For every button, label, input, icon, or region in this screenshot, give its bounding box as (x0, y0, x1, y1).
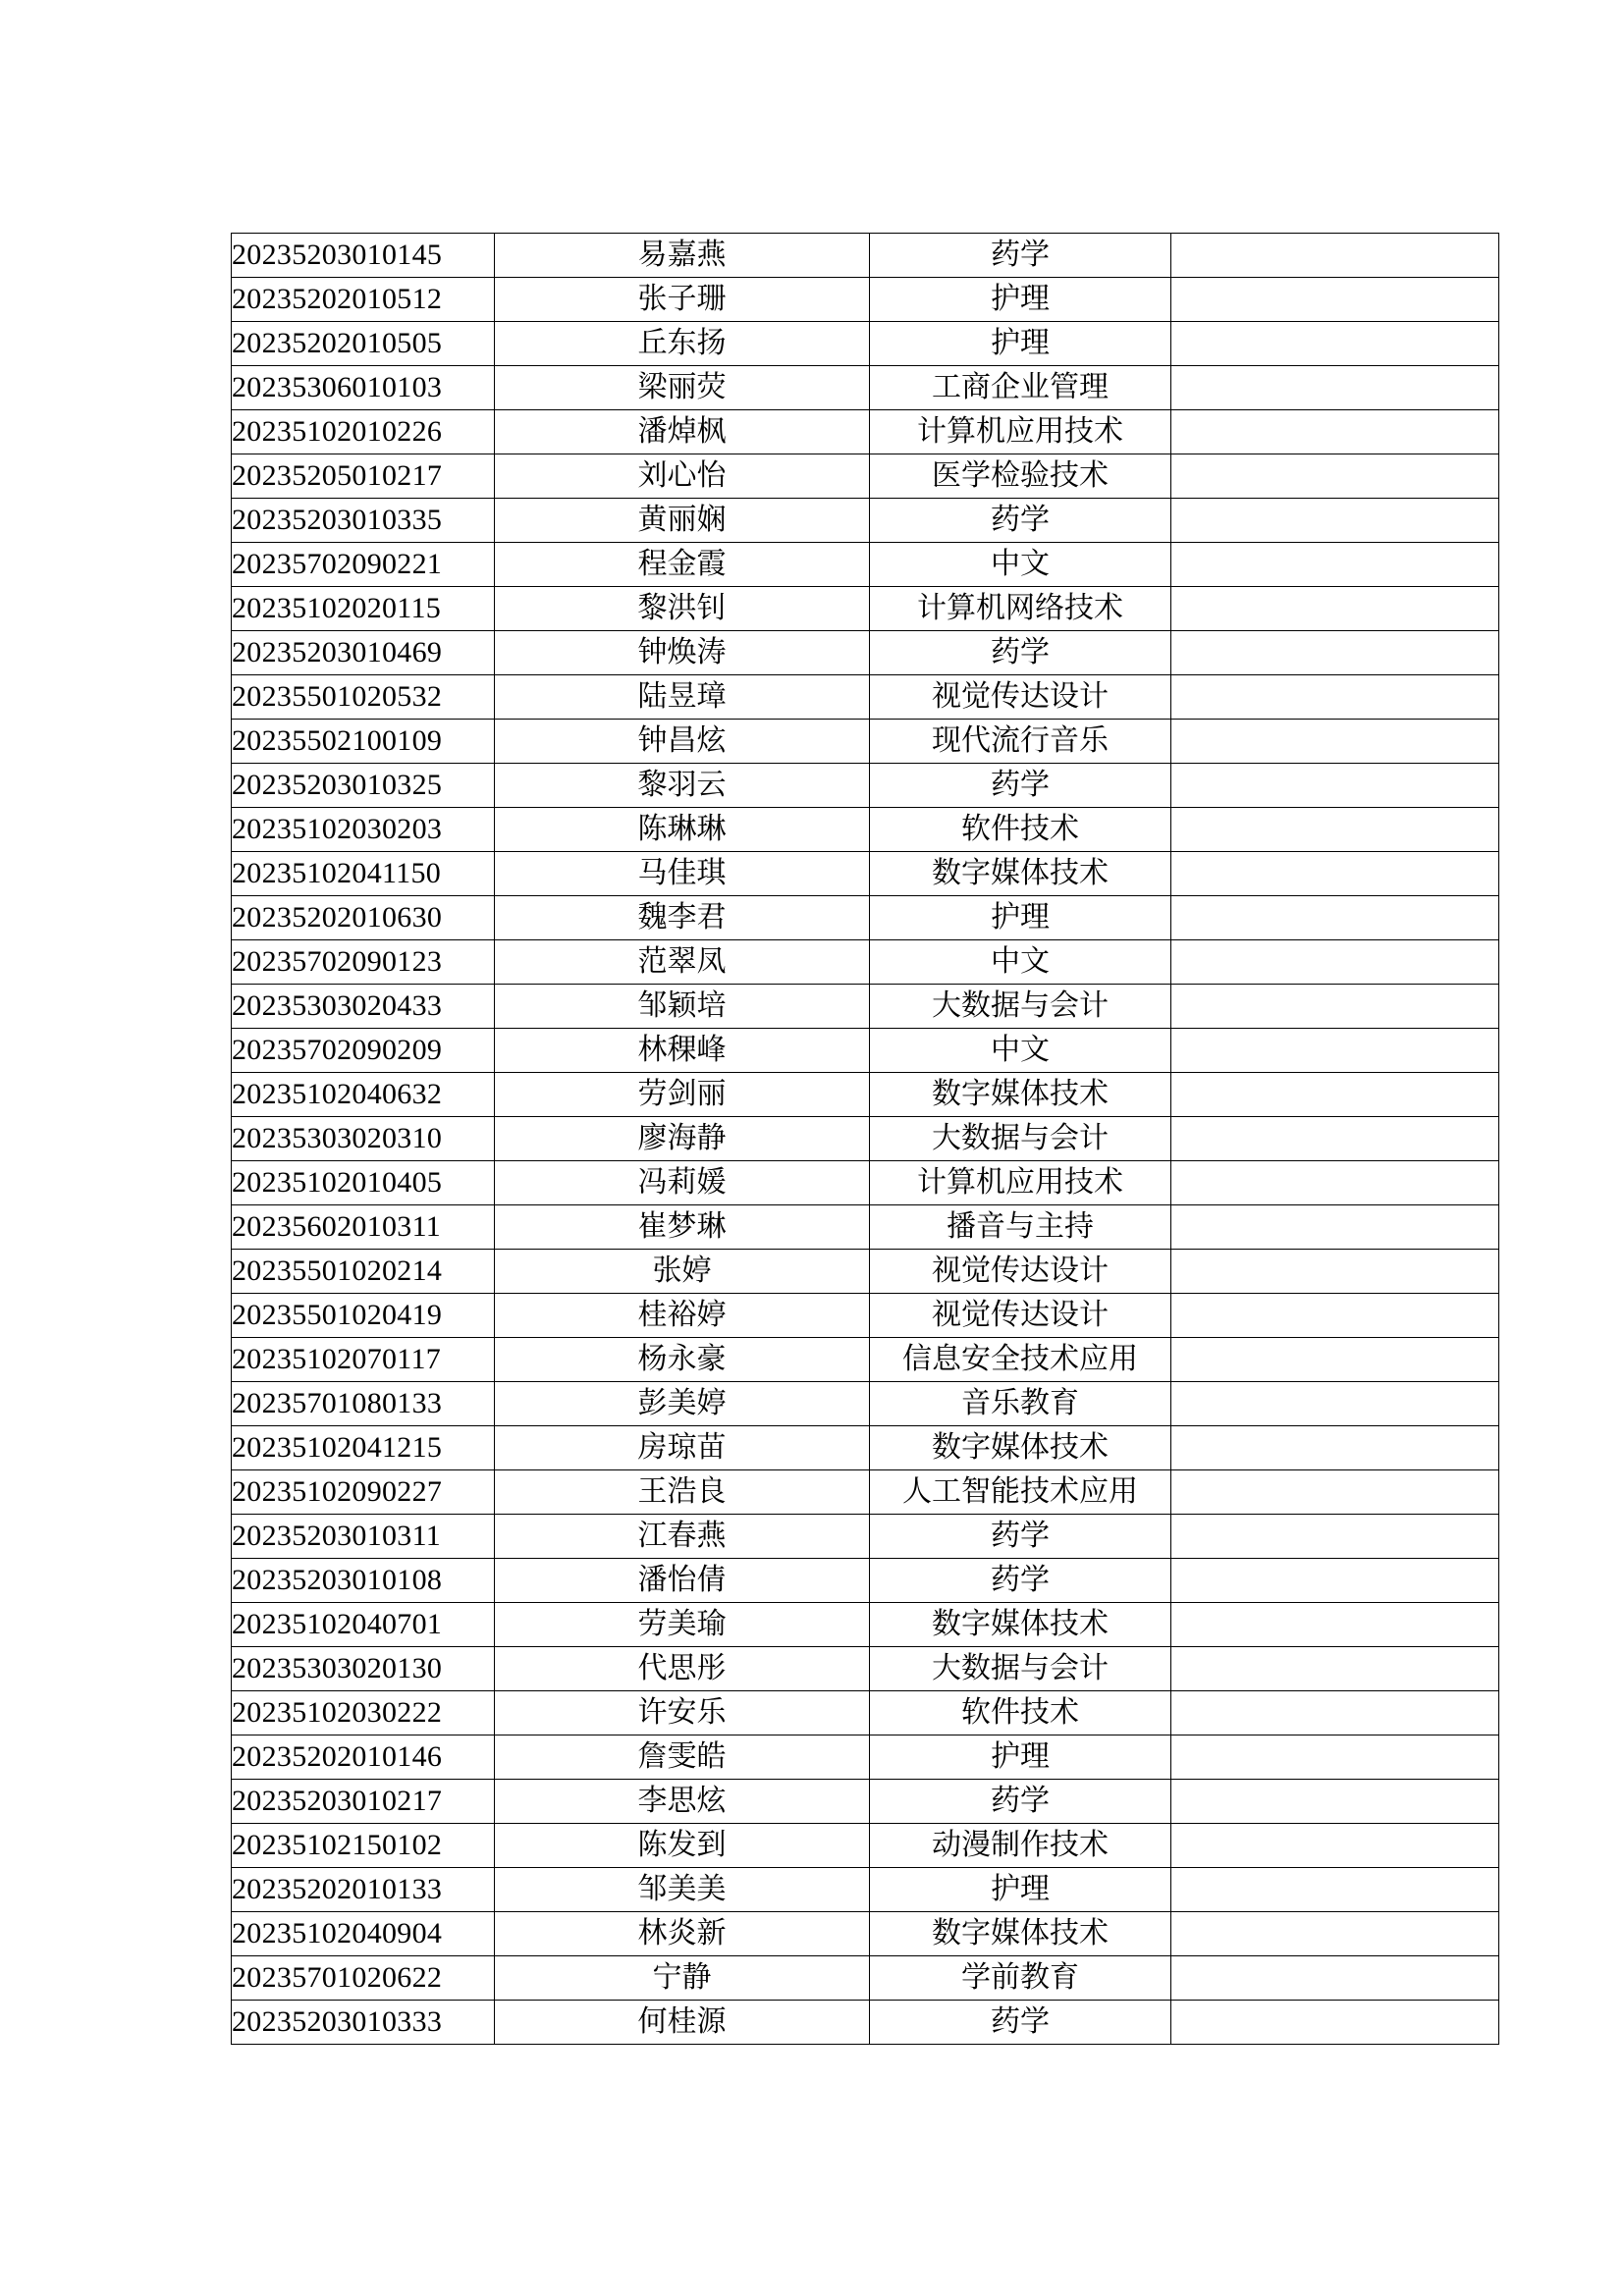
remark-cell (1171, 852, 1499, 896)
student-name-cell: 崔梦琳 (495, 1205, 870, 1250)
table-row (232, 543, 1499, 587)
remark-cell (1171, 1691, 1499, 1735)
table-row (232, 2001, 1499, 2045)
remark-cell (1171, 1250, 1499, 1294)
remark-cell (1171, 1559, 1499, 1603)
major-cell: 中文 (870, 1029, 1171, 1073)
remark-cell (1171, 234, 1499, 278)
major-cell: 动漫制作技术 (870, 1824, 1171, 1868)
table-row (232, 1161, 1499, 1205)
student-name-cell: 黄丽娴 (495, 499, 870, 543)
remark-cell (1171, 1117, 1499, 1161)
major-cell: 药学 (870, 1559, 1171, 1603)
major-cell: 数字媒体技术 (870, 1073, 1171, 1117)
major-cell: 医学检验技术 (870, 454, 1171, 499)
table-row (232, 1029, 1499, 1073)
student-id-cell: 20235102041150 (232, 852, 495, 896)
student-id-cell: 20235203010325 (232, 764, 495, 808)
major-cell: 药学 (870, 2001, 1171, 2045)
remark-cell (1171, 985, 1499, 1029)
student-id-cell: 20235502100109 (232, 720, 495, 764)
student-id-cell: 20235306010103 (232, 366, 495, 410)
student-name-cell: 王浩良 (495, 1470, 870, 1515)
student-name-cell: 冯莉媛 (495, 1161, 870, 1205)
student-name-cell: 杨永豪 (495, 1338, 870, 1382)
student-name-cell: 张子珊 (495, 278, 870, 322)
student-name-cell: 易嘉燕 (495, 234, 870, 278)
student-roster-table (231, 233, 1499, 2045)
major-cell: 工商企业管理 (870, 366, 1171, 410)
table-row (232, 1470, 1499, 1515)
major-cell: 中文 (870, 940, 1171, 985)
major-cell: 数字媒体技术 (870, 1426, 1171, 1470)
remark-cell (1171, 1426, 1499, 1470)
major-cell: 视觉传达设计 (870, 1250, 1171, 1294)
student-id-cell: 20235102010226 (232, 410, 495, 454)
major-cell: 数字媒体技术 (870, 852, 1171, 896)
student-name-cell: 潘焯枫 (495, 410, 870, 454)
student-id-cell: 20235203010469 (232, 631, 495, 675)
student-id-cell: 20235702090123 (232, 940, 495, 985)
remark-cell (1171, 1647, 1499, 1691)
remark-cell (1171, 896, 1499, 940)
student-id-cell: 20235203010335 (232, 499, 495, 543)
table-row (232, 940, 1499, 985)
student-name-cell: 林炎新 (495, 1912, 870, 1956)
student-name-cell: 黎羽云 (495, 764, 870, 808)
student-name-cell: 马佳琪 (495, 852, 870, 896)
major-cell: 护理 (870, 1735, 1171, 1780)
student-id-cell: 20235202010505 (232, 322, 495, 366)
major-cell: 药学 (870, 1780, 1171, 1824)
student-name-cell: 房琼苗 (495, 1426, 870, 1470)
remark-cell (1171, 808, 1499, 852)
student-name-cell: 林稞峰 (495, 1029, 870, 1073)
student-name-cell: 邹美美 (495, 1868, 870, 1912)
student-id-cell: 20235202010133 (232, 1868, 495, 1912)
table-row (232, 1205, 1499, 1250)
table-row (232, 278, 1499, 322)
remark-cell (1171, 499, 1499, 543)
student-id-cell: 20235501020419 (232, 1294, 495, 1338)
remark-cell (1171, 1735, 1499, 1780)
remark-cell (1171, 675, 1499, 720)
table-row (232, 1912, 1499, 1956)
remark-cell (1171, 1205, 1499, 1250)
remark-cell (1171, 322, 1499, 366)
student-id-cell: 20235303020130 (232, 1647, 495, 1691)
remark-cell (1171, 1824, 1499, 1868)
student-name-cell: 劳剑丽 (495, 1073, 870, 1117)
student-name-cell: 宁静 (495, 1956, 870, 2001)
table-row (232, 1691, 1499, 1735)
student-name-cell: 陆昱璋 (495, 675, 870, 720)
table-row (232, 1868, 1499, 1912)
table-row (232, 631, 1499, 675)
student-id-cell: 20235102010405 (232, 1161, 495, 1205)
student-id-cell: 20235102150102 (232, 1824, 495, 1868)
student-id-cell: 20235203010311 (232, 1515, 495, 1559)
remark-cell (1171, 366, 1499, 410)
remark-cell (1171, 1073, 1499, 1117)
student-id-cell: 20235602010311 (232, 1205, 495, 1250)
major-cell: 现代流行音乐 (870, 720, 1171, 764)
remark-cell (1171, 1029, 1499, 1073)
remark-cell (1171, 1294, 1499, 1338)
major-cell: 护理 (870, 278, 1171, 322)
remark-cell (1171, 631, 1499, 675)
table-row (232, 1647, 1499, 1691)
remark-cell (1171, 1161, 1499, 1205)
student-name-cell: 彭美婷 (495, 1382, 870, 1426)
student-name-cell: 范翠凤 (495, 940, 870, 985)
remark-cell (1171, 1956, 1499, 2001)
major-cell: 药学 (870, 1515, 1171, 1559)
table-row (232, 587, 1499, 631)
major-cell: 软件技术 (870, 808, 1171, 852)
table-row (232, 1382, 1499, 1426)
student-id-cell: 20235102070117 (232, 1338, 495, 1382)
student-name-cell: 张婷 (495, 1250, 870, 1294)
student-id-cell: 20235102041215 (232, 1426, 495, 1470)
table-row (232, 499, 1499, 543)
student-name-cell: 桂裕婷 (495, 1294, 870, 1338)
student-id-cell: 20235102090227 (232, 1470, 495, 1515)
major-cell: 药学 (870, 764, 1171, 808)
student-name-cell: 许安乐 (495, 1691, 870, 1735)
major-cell: 护理 (870, 1868, 1171, 1912)
student-name-cell: 何桂源 (495, 2001, 870, 2045)
student-id-cell: 20235501020214 (232, 1250, 495, 1294)
table-row (232, 1294, 1499, 1338)
table-row (232, 985, 1499, 1029)
student-id-cell: 20235501020532 (232, 675, 495, 720)
student-id-cell: 20235203010108 (232, 1559, 495, 1603)
major-cell: 大数据与会计 (870, 1117, 1171, 1161)
student-id-cell: 20235702090209 (232, 1029, 495, 1073)
table-row (232, 1073, 1499, 1117)
student-id-cell: 20235102040701 (232, 1603, 495, 1647)
table-row (232, 896, 1499, 940)
table-row (232, 1735, 1499, 1780)
student-name-cell: 詹雯皓 (495, 1735, 870, 1780)
major-cell: 护理 (870, 896, 1171, 940)
student-name-cell: 丘东扬 (495, 322, 870, 366)
major-cell: 软件技术 (870, 1691, 1171, 1735)
major-cell: 大数据与会计 (870, 985, 1171, 1029)
student-name-cell: 钟昌炫 (495, 720, 870, 764)
major-cell: 视觉传达设计 (870, 1294, 1171, 1338)
student-name-cell: 钟焕涛 (495, 631, 870, 675)
student-name-cell: 廖海静 (495, 1117, 870, 1161)
table-row (232, 1956, 1499, 2001)
student-id-cell: 20235303020310 (232, 1117, 495, 1161)
student-id-cell: 20235202010512 (232, 278, 495, 322)
major-cell: 药学 (870, 631, 1171, 675)
major-cell: 人工智能技术应用 (870, 1470, 1171, 1515)
table-row (232, 1515, 1499, 1559)
roster-table-body (232, 234, 1499, 2045)
table-row (232, 764, 1499, 808)
table-row (232, 366, 1499, 410)
major-cell: 数字媒体技术 (870, 1912, 1171, 1956)
remark-cell (1171, 278, 1499, 322)
student-id-cell: 20235205010217 (232, 454, 495, 499)
table-row (232, 720, 1499, 764)
table-row (232, 1780, 1499, 1824)
student-id-cell: 20235102030222 (232, 1691, 495, 1735)
student-id-cell: 20235102040632 (232, 1073, 495, 1117)
student-id-cell: 20235202010630 (232, 896, 495, 940)
student-id-cell: 20235102030203 (232, 808, 495, 852)
table-row (232, 808, 1499, 852)
major-cell: 数字媒体技术 (870, 1603, 1171, 1647)
student-name-cell: 陈发到 (495, 1824, 870, 1868)
student-name-cell: 李思炫 (495, 1780, 870, 1824)
table-row (232, 1426, 1499, 1470)
student-id-cell: 20235203010333 (232, 2001, 495, 2045)
student-name-cell: 黎洪钊 (495, 587, 870, 631)
student-name-cell: 代思彤 (495, 1647, 870, 1691)
student-name-cell: 邹颖培 (495, 985, 870, 1029)
student-id-cell: 20235102040904 (232, 1912, 495, 1956)
major-cell: 计算机应用技术 (870, 1161, 1171, 1205)
major-cell: 计算机网络技术 (870, 587, 1171, 631)
major-cell: 视觉传达设计 (870, 675, 1171, 720)
student-name-cell: 江春燕 (495, 1515, 870, 1559)
table-row (232, 322, 1499, 366)
major-cell: 护理 (870, 322, 1171, 366)
major-cell: 音乐教育 (870, 1382, 1171, 1426)
remark-cell (1171, 1912, 1499, 1956)
remark-cell (1171, 2001, 1499, 2045)
student-id-cell: 20235203010217 (232, 1780, 495, 1824)
student-name-cell: 潘怡倩 (495, 1559, 870, 1603)
major-cell: 中文 (870, 543, 1171, 587)
table-row (232, 1250, 1499, 1294)
table-row (232, 1824, 1499, 1868)
remark-cell (1171, 543, 1499, 587)
remark-cell (1171, 1780, 1499, 1824)
remark-cell (1171, 1470, 1499, 1515)
student-name-cell: 陈琳琳 (495, 808, 870, 852)
student-name-cell: 程金霞 (495, 543, 870, 587)
remark-cell (1171, 454, 1499, 499)
table-row (232, 454, 1499, 499)
student-id-cell: 20235203010145 (232, 234, 495, 278)
student-name-cell: 魏李君 (495, 896, 870, 940)
major-cell: 计算机应用技术 (870, 410, 1171, 454)
student-id-cell: 20235702090221 (232, 543, 495, 587)
remark-cell (1171, 1338, 1499, 1382)
remark-cell (1171, 1382, 1499, 1426)
table-row (232, 675, 1499, 720)
student-id-cell: 20235202010146 (232, 1735, 495, 1780)
table-row (232, 852, 1499, 896)
remark-cell (1171, 587, 1499, 631)
remark-cell (1171, 410, 1499, 454)
remark-cell (1171, 1868, 1499, 1912)
student-name-cell: 刘心怡 (495, 454, 870, 499)
remark-cell (1171, 1515, 1499, 1559)
table-row (232, 1603, 1499, 1647)
remark-cell (1171, 1603, 1499, 1647)
student-id-cell: 20235701020622 (232, 1956, 495, 2001)
student-id-cell: 20235701080133 (232, 1382, 495, 1426)
major-cell: 大数据与会计 (870, 1647, 1171, 1691)
major-cell: 学前教育 (870, 1956, 1171, 2001)
major-cell: 药学 (870, 234, 1171, 278)
major-cell: 信息安全技术应用 (870, 1338, 1171, 1382)
table-row (232, 1559, 1499, 1603)
table-row (232, 410, 1499, 454)
student-id-cell: 20235303020433 (232, 985, 495, 1029)
major-cell: 药学 (870, 499, 1171, 543)
remark-cell (1171, 764, 1499, 808)
student-name-cell: 劳美瑜 (495, 1603, 870, 1647)
remark-cell (1171, 940, 1499, 985)
student-id-cell: 20235102020115 (232, 587, 495, 631)
table-row (232, 234, 1499, 278)
remark-cell (1171, 720, 1499, 764)
major-cell: 播音与主持 (870, 1205, 1171, 1250)
table-row (232, 1117, 1499, 1161)
table-row (232, 1338, 1499, 1382)
student-name-cell: 梁丽荧 (495, 366, 870, 410)
